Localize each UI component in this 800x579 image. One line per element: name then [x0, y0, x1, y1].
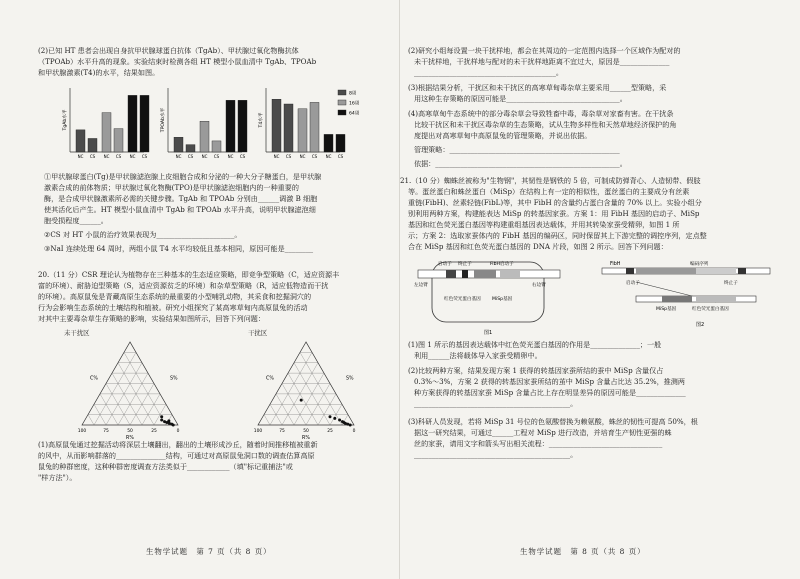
- q21-p1-line2: 利用______法将载体导入家蚕受精卵中。: [414, 351, 542, 360]
- ternary-label-treated: 干扰区: [248, 329, 268, 337]
- q21-intro-4: 别利用两种方案，构建能表达 MiSp 的转基因家蚕。方案 1：用 FibH 基因的启动子、MiSp: [408, 209, 700, 218]
- q20-p1-line4: "样方法"）。: [38, 473, 77, 482]
- bar: [174, 137, 183, 152]
- bar: [298, 109, 307, 152]
- tick-label: CS: [89, 154, 96, 159]
- q20-intro-5: 对其中主要毒杂草生存策略的影响，实验结果如图所示，回答下列问题：: [38, 314, 265, 323]
- q19-p2-line1: (2)已知 HT 患者会出现自身抗甲状腺球蛋白抗体（TgAb）、甲状腺过氧化物酶抗体: [38, 46, 299, 55]
- q21-intro-2: 等。蛋丝蛋白和蛛丝蛋白（MiSp）在结构上有一定的相似性，蛋丝蛋白的主要成分有丝素: [408, 187, 690, 196]
- grid-line: [94, 352, 136, 425]
- data-point: [160, 419, 163, 422]
- q19-caption-3: 酶，是合成甲状腺激素所必需的关键步骤。TgAb 和 TPOAb 分别由______调激 B 细胞: [44, 194, 318, 203]
- tick-label: 75: [279, 429, 285, 434]
- legend-label: 8周: [349, 91, 357, 97]
- tick-label: CS: [115, 154, 122, 159]
- fig1-label-left-arm: 左边臂: [414, 283, 428, 288]
- tick-label: CS: [213, 154, 220, 159]
- q21-intro-6: 示；方案 2：选取家蚕体内的 FibH 基因的编码区，同时保留其上下游完整的调控序列，定点整: [408, 231, 707, 240]
- q19-sub2: ②CS 对 HT 小鼠的治疗效果表现为______________________。: [44, 230, 242, 239]
- axis-label-s: S%: [346, 376, 354, 382]
- tick-label: CS: [239, 154, 246, 159]
- fig1-caption: 图1: [484, 330, 493, 336]
- q21-intro-1: 21.（10 分）蜘蛛丝被称为"生物钢"，其韧性是钢铁的 5 倍，可制成防弹背心、人造韧带、假肢: [400, 176, 701, 185]
- q20-p2-line3: ________________________________________。: [414, 68, 563, 77]
- tick-label: NC: [77, 154, 84, 159]
- data-point: [342, 421, 345, 424]
- q21-p2-line1: (2)比较两种方案，结果发现方案 1 获得的转基因家蚕所结的蚕中 MiSp 含量仅占: [408, 366, 664, 375]
- bar: [88, 138, 97, 152]
- fig2-label-promoter: 启动子: [626, 281, 640, 286]
- q20-p1-line3: 鼠兔的种群密度，这种种群密度调查方法类似于____________（填"标记重捕法"或: [38, 462, 293, 471]
- tick-label: 100: [77, 429, 87, 434]
- data-point: [329, 415, 332, 418]
- data-point: [160, 415, 163, 418]
- data-point: [338, 419, 341, 422]
- grid-line: [318, 394, 336, 425]
- q20-p4-line1: (4)高寒草甸牛态系统中的部分毒杂草会导致牲畜中毒，毒杂草对家畜有害。在干扰条: [408, 109, 674, 118]
- q19-sub3: ③NaI 连续处理 64 周时，两组小鼠 T4 水平均较低且基本相同，原因可能是________: [44, 244, 314, 253]
- ternary-plot-treated: [236, 336, 376, 441]
- q19-caption-5: 胞受损程度______。: [44, 216, 108, 225]
- tick-label: 25: [151, 429, 157, 434]
- right-page: [400, 0, 800, 579]
- fig2-label-rfp: 红色荧光蛋白基因: [692, 307, 729, 312]
- tick-label: NC: [273, 154, 280, 159]
- tick-label: 25: [327, 429, 333, 434]
- q21-p2-line2: 0.3%～3%，方案 2 获得的转基因家蚕所结的茧中 MiSp 含量占比达 35.2%，推测两: [414, 377, 685, 386]
- tick-label: CS: [187, 154, 194, 159]
- fig2-label-coding: 编码序列: [690, 262, 709, 267]
- vector-diagram-fig1: [414, 256, 564, 336]
- fig2-caption: 图2: [696, 322, 705, 328]
- q21-p2-line3: 种方案获得的转基因家蚕 MiSp 含量占比上存在明显差异的原因可能是______________: [414, 388, 686, 397]
- q20-p4-line2: 比较干扰区和未干扰区毒杂草的生态策略，试从生物多样性和天然草地经济保护的角: [414, 120, 677, 129]
- fig1-label-rfp: 红色荧光蛋白基因: [444, 297, 481, 302]
- tick-label: NC: [299, 154, 306, 159]
- page-footer-right: 生物学试题 第 8 页（共 8 页）: [520, 547, 646, 556]
- legend-swatch: [338, 110, 346, 115]
- axis-label-c: C%: [90, 376, 98, 382]
- legend-label: 16周: [349, 101, 360, 107]
- bar: [200, 121, 209, 152]
- ternary-label-untreated: 未干扰区: [64, 329, 90, 337]
- q21-p2-line4: ____________________________________________。: [414, 399, 578, 408]
- q20-intro-1: 20.（11 分）CSR 理论认为植物存在三种基本的生态适应策略，即竞争型策略（C，适应资源丰: [38, 270, 340, 279]
- q21-p3-line2: 据这一研究结果，可通过______工程对 MiSp 进行改造，并培育生产韧性更强的蛛: [414, 428, 672, 437]
- tick-label: CS: [285, 154, 292, 159]
- grid-line: [118, 373, 148, 425]
- grid-line: [276, 394, 294, 425]
- grid-line: [88, 415, 94, 425]
- bar: [212, 141, 221, 152]
- q20-p1-line2: 的风中，从而影响群落的______________结构，可通过对高原鼠兔洞口数的调查估算高原: [38, 451, 315, 460]
- grid-line: [270, 352, 312, 425]
- q19-caption-2: 激素合成的前体物质；甲状腺过氧化物酶(TPO)是甲状腺滤泡细胞内的一种重要的: [44, 183, 299, 192]
- q20-p4-strategy: 管理策略：________________________________________________: [414, 145, 620, 154]
- grid-line: [288, 373, 318, 425]
- grid-line: [264, 415, 270, 425]
- fig2-label-fibh: FibH: [610, 262, 621, 267]
- data-point: [300, 399, 303, 402]
- bar: [102, 113, 111, 152]
- axis-label-s: S%: [170, 376, 178, 382]
- bar: [140, 95, 149, 152]
- data-point: [333, 417, 336, 420]
- bar: [284, 104, 293, 152]
- tick-label: NC: [129, 154, 136, 159]
- axis-ylabel: TgAb水平: [63, 109, 68, 131]
- q19-caption-1: ①甲状腺球蛋白(Tg)是甲状腺滤泡腺上皮细胞合成和分泌的一种大分子糖蛋白，是甲状腺: [44, 172, 322, 181]
- axis-ylabel: TPOAb水平: [161, 107, 166, 133]
- q21-p1-line1: (1)图 1 所示的基因表达载体中红色荧光蛋白基因的作用是______________；一般: [408, 340, 662, 349]
- bar-chart-figure: [60, 82, 380, 168]
- grid-line: [294, 373, 324, 425]
- page-footer-left: 生物学试题 第 7 页（共 8 页）: [146, 547, 272, 556]
- legend-label: 64周: [349, 111, 360, 117]
- tick-label: NC: [175, 154, 182, 159]
- bar: [272, 99, 281, 152]
- q21-p3-line1: (3)科研人员发现，若将 MiSp 31 号位的色氨酸替换为赖氨酸，蛛丝的韧性可提高 50%，根: [408, 417, 698, 426]
- grid-line: [124, 352, 166, 425]
- tick-label: 50: [303, 429, 309, 434]
- legend-swatch: [338, 90, 346, 95]
- tick-label: 100: [253, 429, 263, 434]
- fig1-label-right-arm: 右边臂: [532, 283, 546, 288]
- grid-line: [100, 394, 118, 425]
- fig2-label-terminator: 终止子: [724, 281, 738, 286]
- q20-p1-line1: (1)高原鼠兔通过挖掘活动将深层土壤翻出，翻出的土壤形成沙丘，随着时间推移植被重新: [38, 440, 318, 449]
- bar: [226, 100, 235, 152]
- axis-label-c: C%: [266, 376, 274, 382]
- bar: [128, 95, 137, 152]
- q20-p3-line2: 用这种生存策略的原因可能是________________________________。: [414, 94, 627, 103]
- tick-label: 0: [352, 429, 356, 434]
- tick-label: NC: [103, 154, 110, 159]
- fig1-label-promoter: 启动子: [438, 262, 452, 267]
- tick-label: 0: [176, 429, 180, 434]
- tick-label: CS: [337, 154, 344, 159]
- fig2-label-misp: MiSp基因: [656, 307, 677, 312]
- axis-ylabel: T4水平: [259, 112, 264, 128]
- q21-p3-line3: 丝的家蚕，请用文字和箭头写出相关流程：________________________________: [414, 439, 663, 448]
- tick-label: 75: [103, 429, 109, 434]
- ternary-plot-untreated: [60, 336, 200, 441]
- bar: [336, 134, 345, 152]
- vector-diagram-fig2: [596, 256, 776, 336]
- q20-p4-basis: 依据：____________________________________________________。: [414, 159, 627, 168]
- q21-intro-5: 基因和红色荧光蛋白基因等构建重组基因表达载体，并用其转染家蚕受精卵，如图 1 所: [408, 220, 680, 229]
- bar: [186, 145, 195, 152]
- bar: [324, 134, 333, 152]
- q20-p4-line3: 度提出对高寒草甸中高原鼠兔的管理策略，并说出依据。: [414, 131, 592, 140]
- q20-intro-3: 的环境）。高原鼠兔是青藏高原生态系统的最重要的小型哺乳动物，其采食和挖掘洞穴的: [38, 292, 312, 301]
- q19-caption-4: 使其活化后产生。HT 模型小鼠血清中 TgAb 和 TPOAb 水平升高，说明甲状腺滤泡细: [44, 205, 316, 214]
- bar: [76, 130, 85, 152]
- q21-intro-3: 重链(FibH)、丝素轻链(FibL)等，其中 FibH 的含量约占蛋白含量的 70% 以上。实验小组分: [408, 198, 702, 207]
- grid-line: [112, 373, 142, 425]
- tick-label: 50: [127, 429, 133, 434]
- legend-swatch: [338, 100, 346, 105]
- q20-intro-4: 行为会影响生态系统的土壤结构和植被。研究小组探究了某高寒草甸内高原鼠兔的活动: [38, 303, 308, 312]
- tick-label: NC: [201, 154, 208, 159]
- q20-p3-line1: (3)根据结果分析，干扰区和未干扰区的高寒草甸毒杂草主要采用______型策略，采: [408, 83, 667, 92]
- data-point: [172, 424, 175, 427]
- q20-p2-line2: 未干扰样地，干扰样地与配对的未干扰样地距离不宜过大，原因是______________: [414, 57, 670, 66]
- grid-line: [300, 352, 342, 425]
- tick-label: CS: [311, 154, 318, 159]
- bar: [310, 102, 319, 152]
- q19-p2-line3: 和甲状腺激素(T4)的水平，结果如图。: [38, 68, 160, 77]
- q21-intro-7: 合在 MiSp 基因和红色荧光蛋白基因的 DNA 片段，如图 2 所示。回答下列问题：: [408, 242, 668, 251]
- axis-label-r: R%: [126, 436, 134, 441]
- tick-label: CS: [141, 154, 148, 159]
- fig1-label-terminator: 终止子: [458, 262, 472, 267]
- q21-p3-line4: ____________________________________________。: [414, 450, 578, 459]
- tick-label: NC: [325, 154, 332, 159]
- axis-label-r: R%: [302, 436, 310, 441]
- fig1-label-misp: MiSp基因: [492, 297, 513, 302]
- bar: [238, 100, 247, 152]
- data-point: [349, 424, 352, 427]
- q20-p2-line1: (2)研究小组每设置一块干扰样地，都会在其周边的一定范围内选择一个区域作为配对的: [408, 46, 681, 55]
- bar: [114, 129, 123, 152]
- q19-p2-line2: （TPOAb）水平升高的现象。实验结束时检测各组 HT 模型小鼠血清中 TgAb、TPOAb: [38, 57, 317, 66]
- grid-line: [142, 394, 160, 425]
- fig1-label-fibh-promoter: FibH启动子: [490, 262, 514, 267]
- tick-label: NC: [227, 154, 234, 159]
- data-point: [167, 419, 170, 422]
- q20-intro-2: 富的环境）、耐胁迫型策略（S，适应资源贫乏的环境）和杂草型策略（R，适应低物造而干扰: [38, 281, 329, 290]
